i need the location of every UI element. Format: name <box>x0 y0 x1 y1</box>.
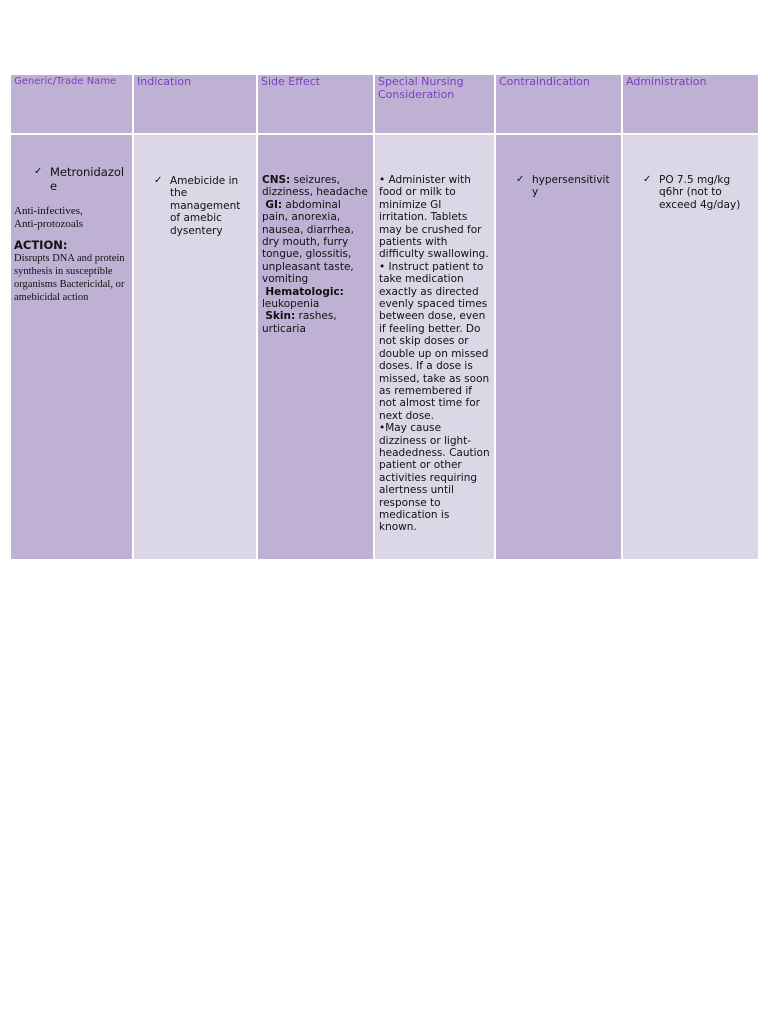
side-effect-cns: CNS: seizures, dizziness, headache <box>262 174 368 199</box>
drug-class: Anti-protozoals <box>14 218 84 230</box>
drug-class: Anti-infectives, <box>14 205 83 217</box>
contraindication-cell <box>496 135 621 559</box>
generic-name-cell <box>11 135 132 559</box>
side-effect-skin: Skin: rashes, urticaria <box>262 310 337 335</box>
nursing-item: • Administer with food or milk to minimize GI irritation. Tablets may be crushed for patients with difficulty swallowing. <box>379 174 489 261</box>
administration-cell <box>623 135 758 559</box>
side-effect-gi: GI: abdominal pain, anorexia, nausea, diarrhea, dry mouth, furry tongue, glossitis, unpleasant taste, vomiting <box>262 198 354 286</box>
checkmark-icon: ✓ <box>516 174 525 185</box>
checkmark-icon: ✓ <box>34 166 43 177</box>
drug-name: Metronidazole <box>50 165 125 193</box>
header-contraindication: Contraindication <box>496 75 621 133</box>
side-effect-cell <box>258 135 373 559</box>
header-side-effect: Side Effect <box>258 75 373 133</box>
nursing-item: • Instruct patient to take medication exactly as directed evenly spaced times between dose, even if feeling better. Do not skip doses or double up on missed doses. If a dose is missed, take as soon as remembered if not almost time for next dose. <box>379 260 490 422</box>
checkmark-icon: ✓ <box>154 175 163 186</box>
contraindication-text: hypersensitivity <box>532 174 610 199</box>
indication-cell <box>134 135 256 559</box>
header-special-nursing: Special Nursing Consideration <box>375 75 494 133</box>
nursing-item: •May cause dizziness or light-headedness. Caution patient or other activities requiring alertness until response to medication is known. <box>379 422 490 534</box>
header-indication: Indication <box>134 75 256 133</box>
drug-table <box>11 75 758 559</box>
header-administration: Administration <box>623 75 758 133</box>
nursing-cell <box>375 135 494 559</box>
side-effect-hematologic: Hematologic: leukopenia <box>262 285 344 311</box>
indication-text: Amebicide in the management of amebic dysentery <box>170 175 241 237</box>
checkmark-icon: ✓ <box>643 174 652 185</box>
action-label: ACTION: <box>14 238 68 252</box>
header-generic-name: Generic/Trade Name <box>11 75 132 133</box>
administration-text: PO 7.5 mg/kg q6hr (not to exceed 4g/day) <box>659 174 741 211</box>
action-text: Disrupts DNA and protein synthesis in susceptible organisms Bactericidal, or amebicidal action <box>14 253 125 303</box>
